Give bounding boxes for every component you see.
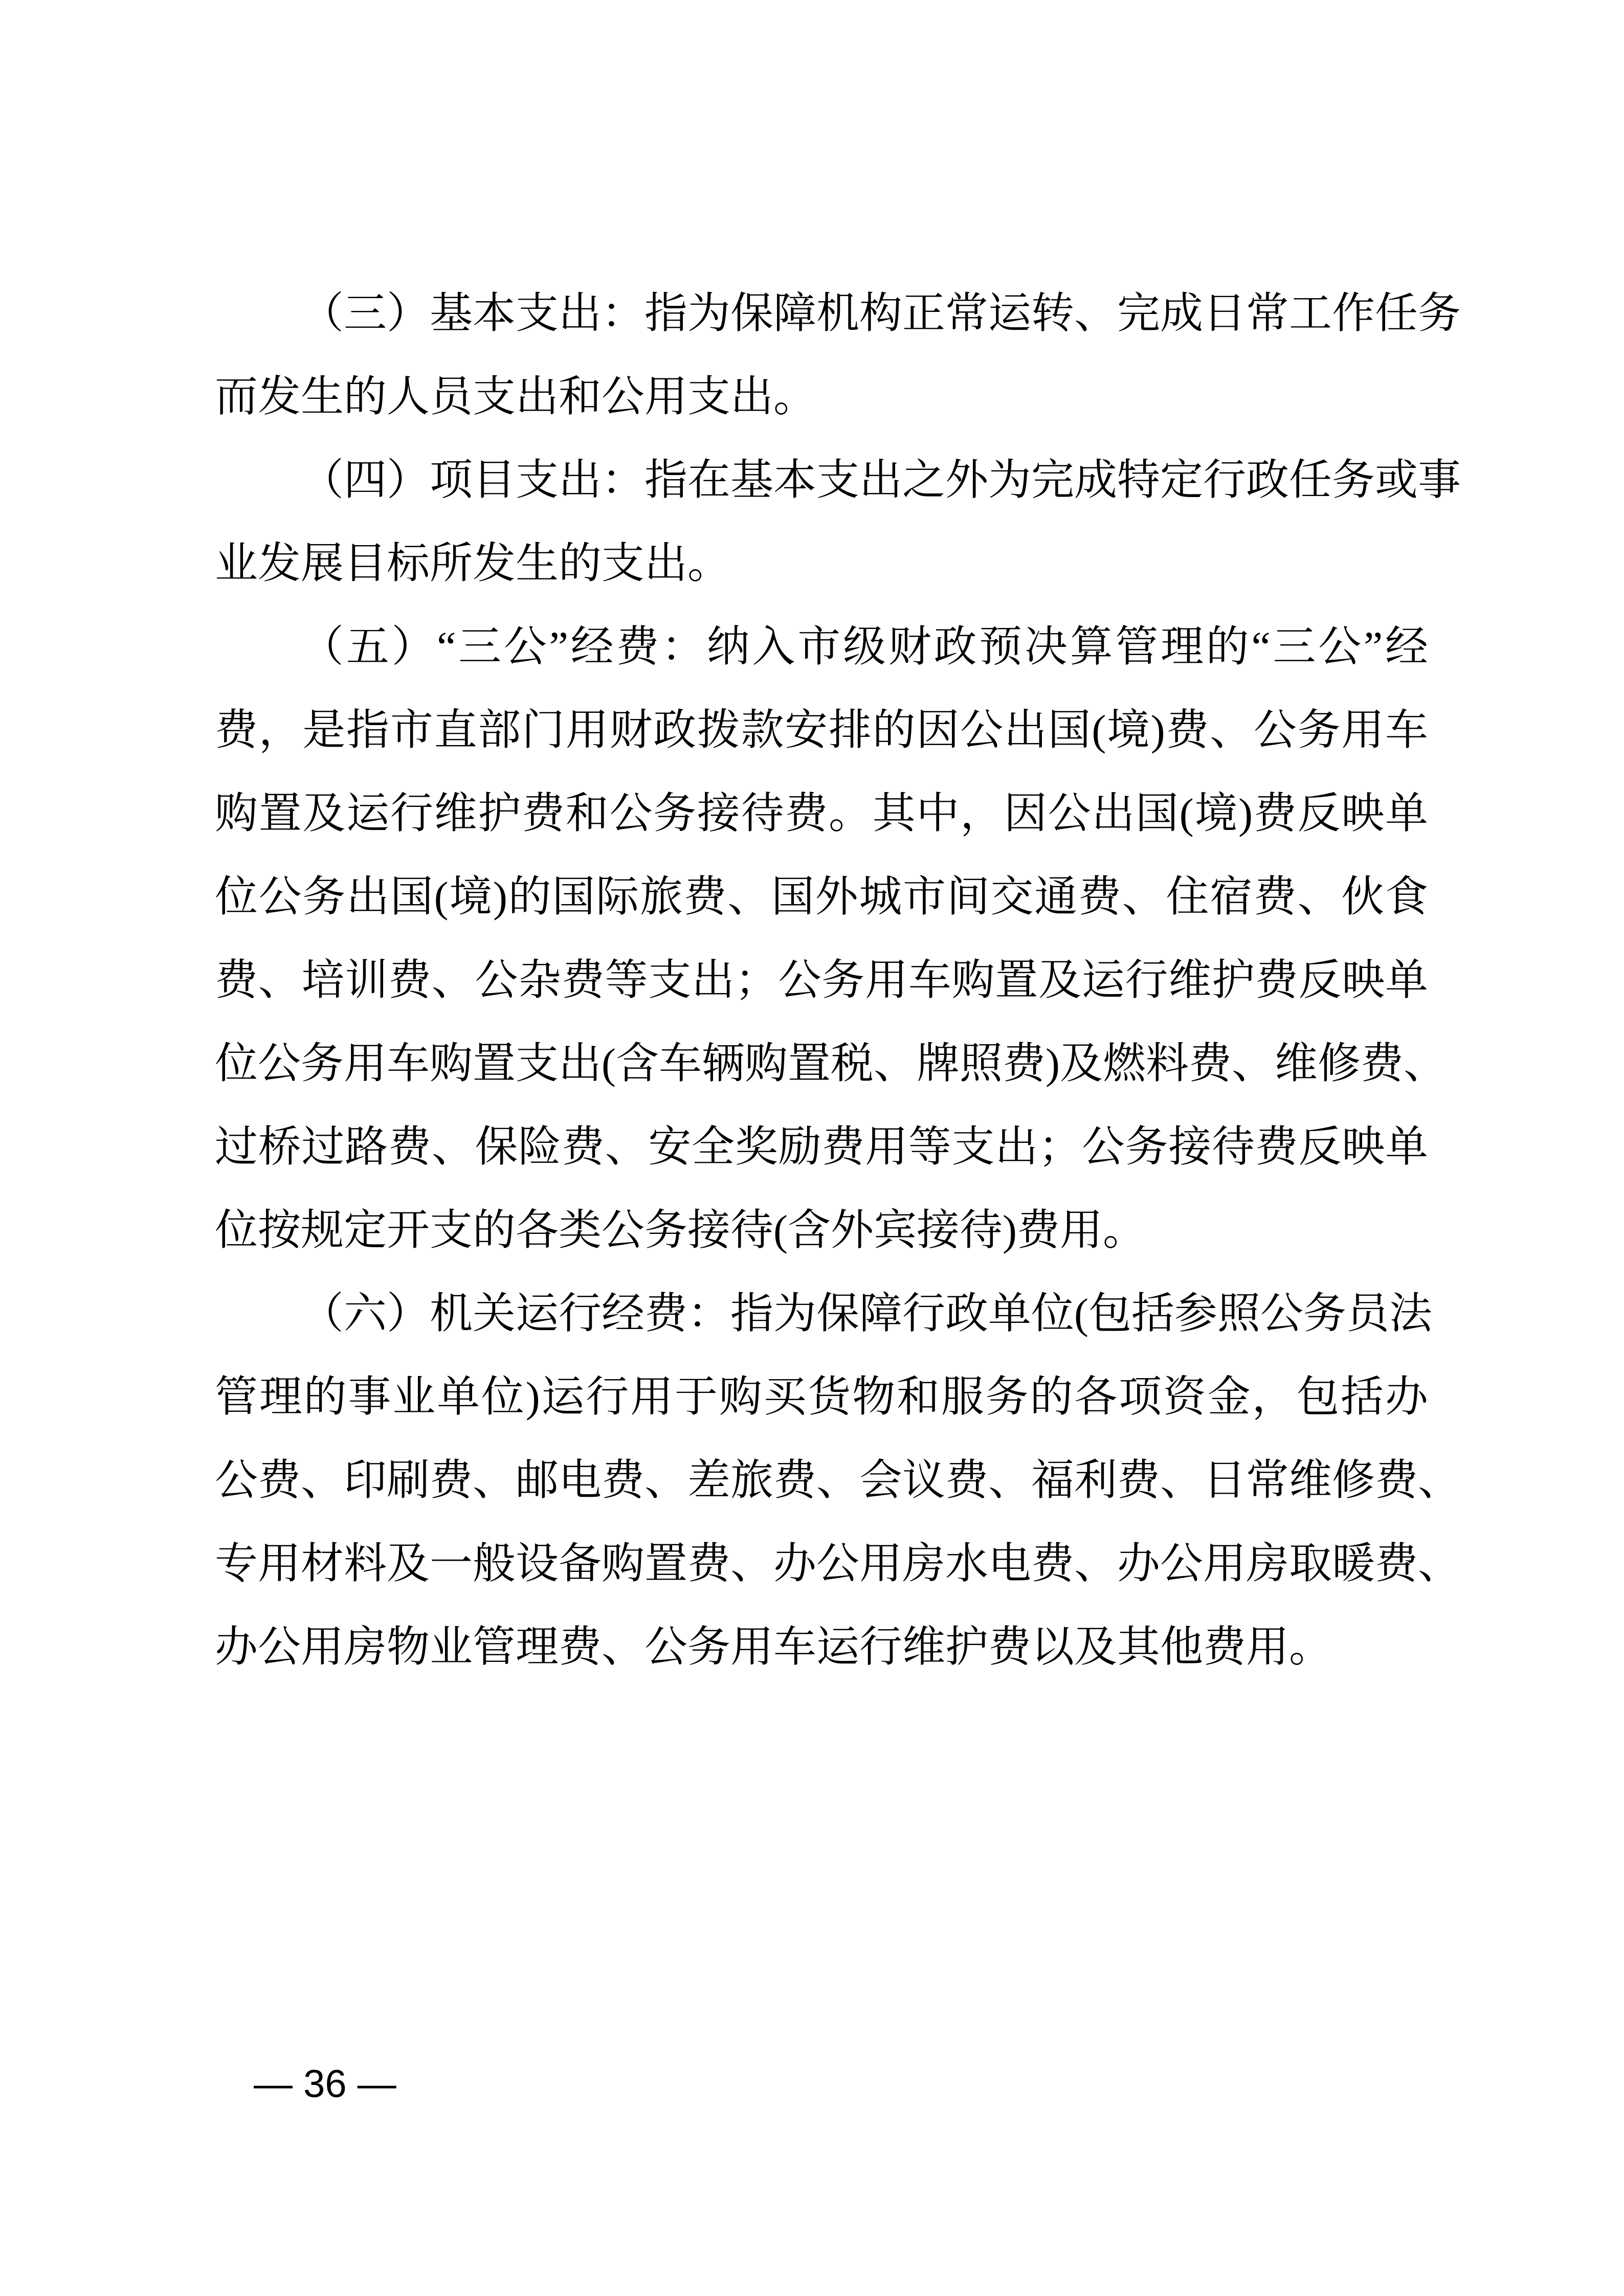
paragraph-basic-expenditure [215,272,1461,439]
text-line: 专用材料及一般设备购置费、办公用房水电费、办公用房取暖费、 [215,1540,1461,1588]
text-line: 费，是指市直部门用财政拨款安排的因公出国(境)费、公务用车 [215,707,1428,754]
document-body [215,272,1461,1689]
text-line: 位公务用车购置支出(含车辆购置税、牌照费)及燃料费、维修费、 [215,1040,1447,1088]
text-line: 位公务出国(境)的国际旅费、国外城市间交通费、住宿费、伙食 [215,873,1428,921]
paragraph-three-public-funds [215,605,1447,1272]
text-line: 办公用房物业管理费、公务用车运行维护费以及其他费用。 [215,1624,1332,1671]
paragraph-project-expenditure [215,439,1461,605]
paragraph-agency-operating-funds [215,1272,1461,1689]
text-line: 过桥过路费、保险费、安全奖励费用等支出；公务接待费反映单 [215,1123,1428,1171]
text-line: （三）基本支出：指为保障机构正常运转、完成日常工作任务 [301,290,1461,337]
text-line: （五）“三公”经费：纳入市级财政预决算管理的“三公”经 [301,623,1428,671]
text-line: （六）机关运行经费：指为保障行政单位(包括参照公务员法 [301,1290,1432,1338]
text-line: 位按规定开支的各类公务接待(含外宾接待)费用。 [215,1207,1146,1254]
text-line: （四）项目支出：指在基本支出之外为完成特定行政任务或事 [301,457,1461,504]
text-line: 管理的事业单位)运行用于购买货物和服务的各项资金，包括办 [215,1374,1428,1421]
text-line: 业发展目标所发生的支出。 [215,540,731,588]
page-number: — 36 — [254,2062,396,2106]
text-line: 购置及运行维护费和公务接待费。其中，因公出国(境)费反映单 [215,790,1428,838]
text-line: 公费、印刷费、邮电费、差旅费、会议费、福利费、日常维修费、 [215,1457,1461,1504]
text-line: 费、培训费、公杂费等支出；公务用车购置及运行维护费反映单 [215,957,1428,1004]
text-line: 而发生的人员支出和公用支出。 [215,373,817,421]
